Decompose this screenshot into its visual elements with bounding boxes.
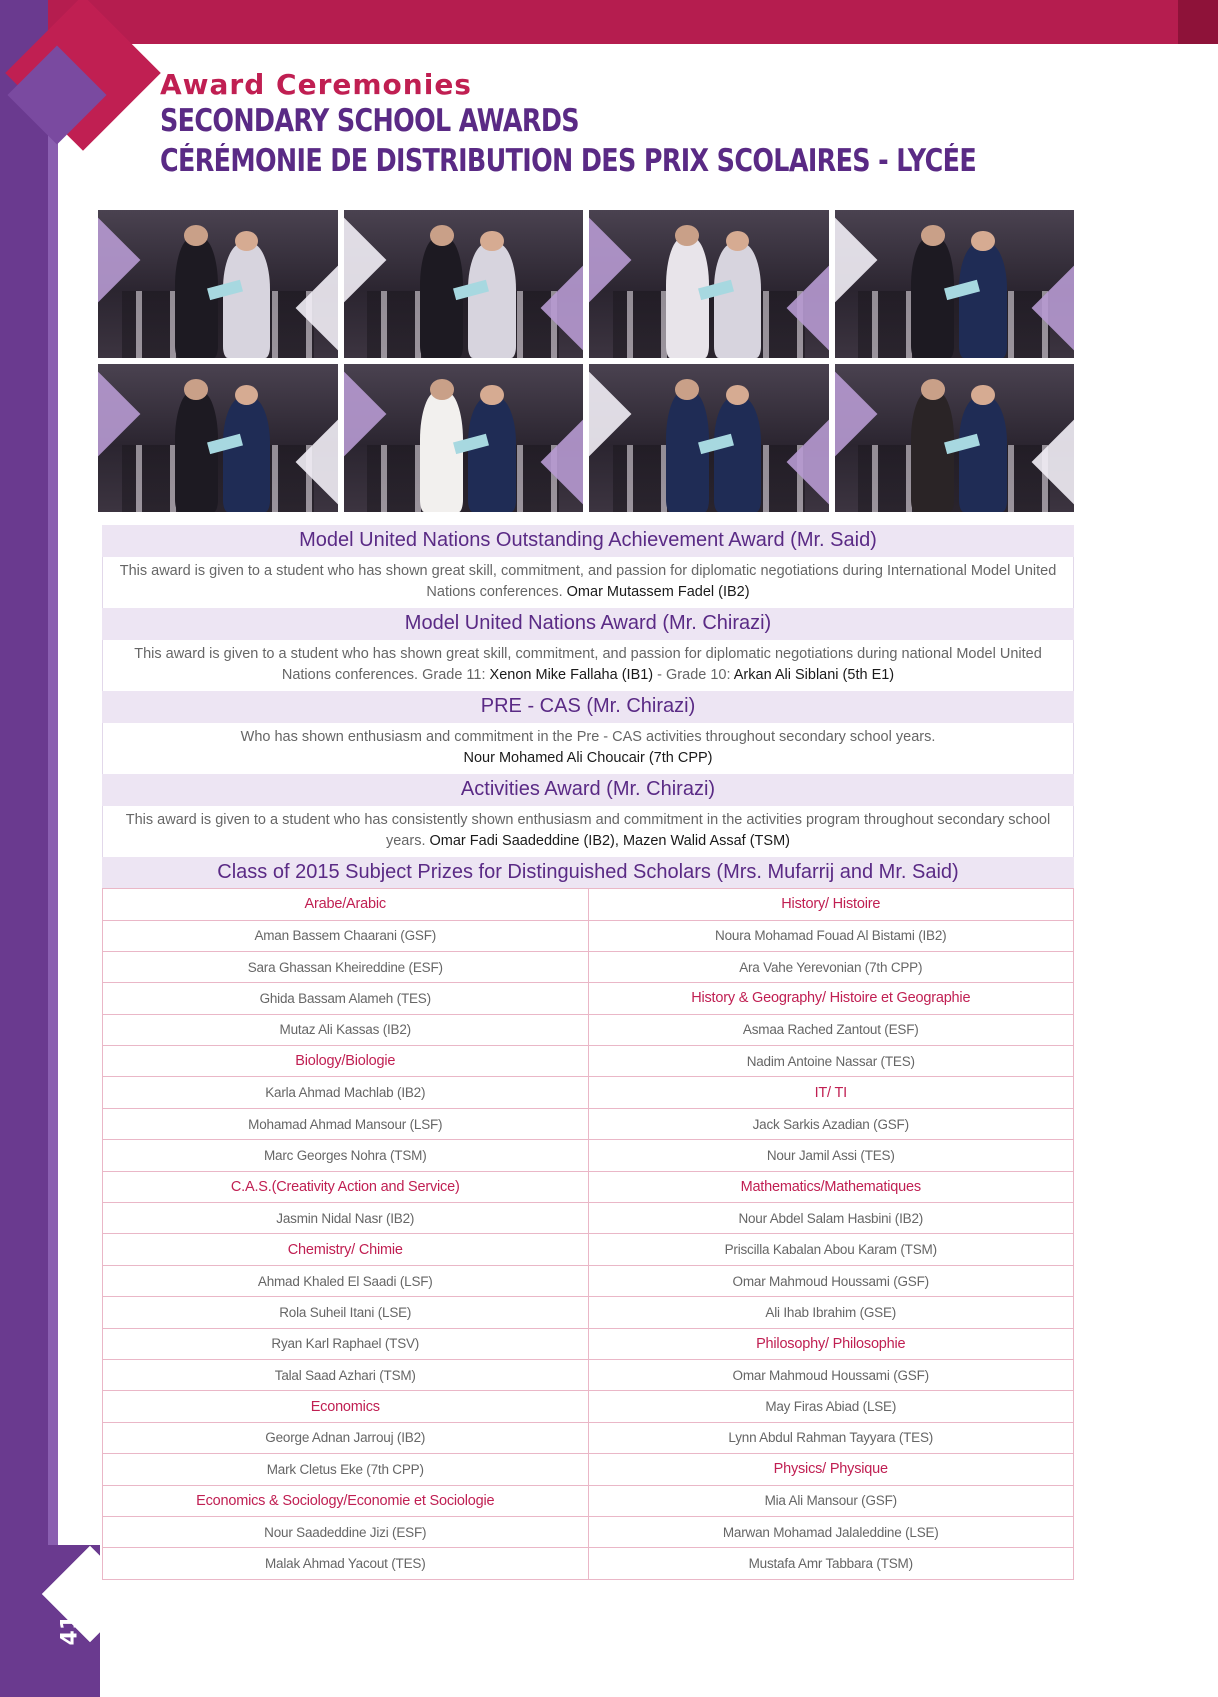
student-name-cell: Lynn Abdul Rahman Tayyara (TES) (588, 1422, 1074, 1453)
award-winner: Xenon Mike Fallaha (IB1) (489, 667, 654, 684)
ceremony-photo (835, 210, 1075, 358)
table-row (103, 1077, 1074, 1108)
table-row (103, 1046, 1074, 1077)
award-description-text: Who has shown enthusiasm and commitment in the Pre - CAS activities throughout secondary school years. (240, 729, 936, 746)
subject-category-cell: Mathematics/Mathematiques (588, 1171, 1074, 1202)
section-kicker: Award Ceremonies (160, 68, 472, 101)
subject-category-cell: History & Geography/ Histoire et Geographie (588, 983, 1074, 1014)
table-row (103, 1203, 1074, 1234)
student-name-cell: Ara Vahe Yerevonian (7th CPP) (588, 951, 1074, 982)
table-row (103, 889, 1074, 920)
student-name-cell: Omar Mahmoud Houssami (GSF) (588, 1265, 1074, 1296)
award-title: Activities Award (Mr. Chirazi) (102, 774, 1074, 806)
award-description (102, 806, 1074, 857)
award-description (102, 723, 1074, 774)
table-row (103, 1422, 1074, 1453)
student-name-cell: Jasmin Nidal Nasr (IB2) (103, 1203, 589, 1234)
table-row (103, 1140, 1074, 1171)
ceremony-photo (589, 210, 829, 358)
table-row (103, 920, 1074, 951)
ceremony-photo (589, 364, 829, 512)
student-name-cell: Ghida Bassam Alameh (TES) (103, 983, 589, 1014)
subject-category-cell: IT/ TI (588, 1077, 1074, 1108)
student-name-cell: Nour Jamil Assi (TES) (588, 1140, 1074, 1171)
ceremony-photo (835, 364, 1075, 512)
student-name-cell: Nour Saadeddine Jizi (ESF) (103, 1516, 589, 1547)
award-title: PRE - CAS (Mr. Chirazi) (102, 691, 1074, 723)
student-name-cell: Nour Abdel Salam Hasbini (IB2) (588, 1203, 1074, 1234)
student-name-cell: Ryan Karl Raphael (TSV) (103, 1328, 589, 1359)
student-name-cell: Karla Ahmad Machlab (IB2) (103, 1077, 589, 1108)
student-name-cell: Aman Bassem Chaarani (GSF) (103, 920, 589, 951)
award-description (102, 557, 1074, 608)
top-color-band-end (1178, 0, 1218, 44)
student-name-cell: Nadim Antoine Nassar (TES) (588, 1046, 1074, 1077)
ceremony-photo (344, 364, 584, 512)
awards-content (102, 525, 1074, 1580)
table-row (103, 1297, 1074, 1328)
student-name-cell: Malak Ahmad Yacout (TES) (103, 1548, 589, 1579)
student-name-cell: Mutaz Ali Kassas (IB2) (103, 1014, 589, 1045)
ceremony-photo (98, 364, 338, 512)
left-color-band-light (48, 44, 58, 1697)
table-row (103, 951, 1074, 982)
ceremony-photo (344, 210, 584, 358)
award-section (102, 691, 1074, 774)
student-name-cell: Noura Mohamad Fouad Al Bistami (IB2) (588, 920, 1074, 951)
student-name-cell: Mia Ali Mansour (GSF) (588, 1485, 1074, 1516)
page-title-french: CÉRÉMONIE DE DISTRIBUTION DES PRIX SCOLAIRES - LYCÉE (160, 143, 977, 180)
table-row (103, 1108, 1074, 1139)
award-separator: - Grade 10: (657, 667, 731, 684)
award-title: Model United Nations Award (Mr. Chirazi) (102, 608, 1074, 640)
page-title-english: SECONDARY SCHOOL AWARDS (160, 103, 579, 139)
student-name-cell: Talal Saad Azhari (TSM) (103, 1359, 589, 1390)
photo-collage (98, 210, 1074, 512)
subject-category-cell: Economics (103, 1391, 589, 1422)
table-row (103, 1391, 1074, 1422)
award-section (102, 774, 1074, 857)
subject-prizes-table (102, 888, 1074, 1580)
table-row (103, 1548, 1074, 1579)
award-description-text: This award is given to a student who has shown great skill, commitment, and passion for diplomatic negotiations during national Model United Nations conferences. Grade 11: (134, 646, 1042, 684)
award-winner: Arkan Ali Siblani (5th E1) (733, 667, 895, 684)
table-row (103, 1516, 1074, 1547)
student-name-cell: May Firas Abiad (LSE) (588, 1391, 1074, 1422)
student-name-cell: Sara Ghassan Kheireddine (ESF) (103, 951, 589, 982)
student-name-cell: Mohamad Ahmad Mansour (LSF) (103, 1108, 589, 1139)
table-row (103, 1485, 1074, 1516)
page-number: 410 (57, 1599, 83, 1646)
subject-category-cell: Biology/Biologie (103, 1046, 589, 1077)
award-winner: Omar Mutassem Fadel (IB2) (566, 584, 750, 601)
student-name-cell: Mark Cletus Eke (7th CPP) (103, 1454, 589, 1485)
table-row (103, 1234, 1074, 1265)
table-row (103, 1171, 1074, 1202)
student-name-cell: Mustafa Amr Tabbara (TSM) (588, 1548, 1074, 1579)
subject-category-cell: Physics/ Physique (588, 1454, 1074, 1485)
table-row (103, 983, 1074, 1014)
student-name-cell: Ali Ihab Ibrahim (GSE) (588, 1297, 1074, 1328)
student-name-cell: Omar Mahmoud Houssami (GSF) (588, 1359, 1074, 1390)
award-section (102, 525, 1074, 608)
student-name-cell: Marc Georges Nohra (TSM) (103, 1140, 589, 1171)
award-winner: Omar Fadi Saadeddine (IB2), Mazen Walid Assaf (TSM) (429, 833, 790, 850)
ceremony-photo (98, 210, 338, 358)
subject-category-cell: Arabe/Arabic (103, 889, 589, 920)
award-description-text: This award is given to a student who has shown great skill, commitment, and passion for diplomatic negotiations during International Model United Nations conferences. (119, 563, 1057, 601)
student-name-cell: Jack Sarkis Azadian (GSF) (588, 1108, 1074, 1139)
table-row (103, 1359, 1074, 1390)
award-section (102, 608, 1074, 691)
student-name-cell: Ahmad Khaled El Saadi (LSF) (103, 1265, 589, 1296)
left-color-band (0, 0, 48, 1697)
student-name-cell: George Adnan Jarrouj (IB2) (103, 1422, 589, 1453)
subject-category-cell: Economics & Sociology/Economie et Sociologie (103, 1485, 589, 1516)
award-description-text: This award is given to a student who has consistently shown enthusiasm and commitment in the activities program throughout secondary school years. (125, 812, 1051, 850)
subject-category-cell: C.A.S.(Creativity Action and Service) (103, 1171, 589, 1202)
subject-prizes-title: Class of 2015 Subject Prizes for Distinguished Scholars (Mrs. Mufarrij and Mr. Said) (102, 857, 1074, 888)
subject-category-cell: Philosophy/ Philosophie (588, 1328, 1074, 1359)
table-row (103, 1454, 1074, 1485)
award-winner: Nour Mohamed Ali Choucair (7th CPP) (463, 750, 713, 767)
top-color-band (0, 0, 1218, 44)
table-row (103, 1328, 1074, 1359)
page-header (160, 68, 1155, 182)
award-title: Model United Nations Outstanding Achievement Award (Mr. Said) (102, 525, 1074, 557)
student-name-cell: Asmaa Rached Zantout (ESF) (588, 1014, 1074, 1045)
student-name-cell: Marwan Mohamad Jalaleddine (LSE) (588, 1516, 1074, 1547)
table-row (103, 1265, 1074, 1296)
award-description (102, 640, 1074, 691)
table-row (103, 1014, 1074, 1045)
student-name-cell: Priscilla Kabalan Abou Karam (TSM) (588, 1234, 1074, 1265)
subject-category-cell: Chemistry/ Chimie (103, 1234, 589, 1265)
student-name-cell: Rola Suheil Itani (LSE) (103, 1297, 589, 1328)
subject-category-cell: History/ Histoire (588, 889, 1074, 920)
